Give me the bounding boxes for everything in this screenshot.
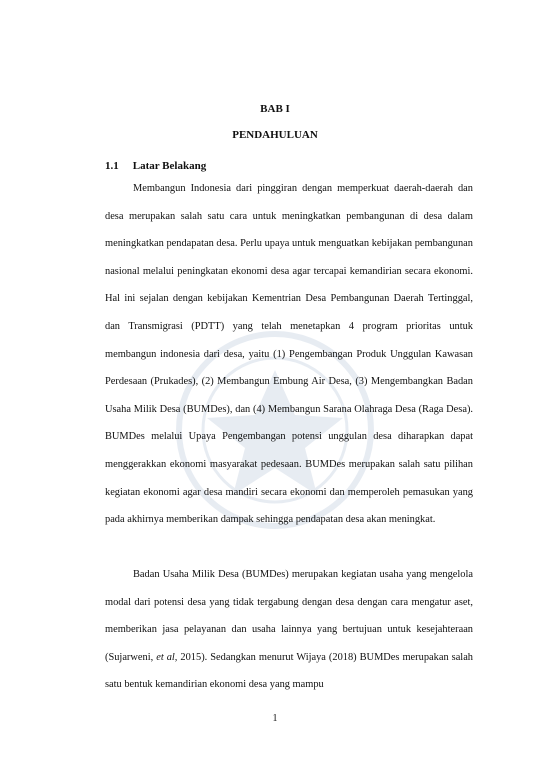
section-heading — [105, 160, 206, 172]
section-title: Latar Belakang — [132, 160, 207, 172]
chapter-number: BAB I — [260, 103, 290, 115]
paragraph-1: Membangun Indonesia dari pinggiran dengan memperkuat daerah-daerah dan desa merupakan salah satu cara untuk meningkatkan pembangunan di desa dalam meningkatkan pendapatan desa. Perlu upaya untuk menguatkan kebijakan pembangunan nasional melalui peningkatan ekonomi desa agar tercapai kemandirian secara ekonomi. Hal ini sejalan dengan kebijakan Kementrian Desa Pembangunan Daerah Tertinggal, dan Transmigrasi (PDTT) yang telah menetapkan 4 program prioritas untuk membangun indonesia dari desa, yaitu (1) Pengembangan Produk Unggulan Kawasan Perdesaan (Prukades), (2) Membangun Embung Air Desa, (3) Mengembangkan Badan Usaha Milik Desa (BUMDes), dan (4) Membangun Sarana Olahraga Desa (Raga Desa). BUMDes melalui Upaya Pengembangan potensi unggulan desa diharapkan dapat menggerakkan ekonomi masyarakat pedesaan. BUMDes merupakan salah satu pilihan kegiatan ekonomi agar desa mandiri secara ekonomi dan memperoleh pemasukan yang pada akhirnya memberikan dampak sehingga pendapatan desa akan meningkat. — [105, 183, 473, 526]
paragraph-2 — [105, 561, 473, 699]
paragraph-2-text-end: 2015). Sedangkan menurut Wijaya (2018) BUMDes merupakan salah satu bentuk kemandirian ekonomi desa yang mampu — [105, 651, 473, 691]
paragraph-2-text-start: Badan Usaha Milik Desa (BUMDes) merupakan kegiatan usaha yang mengelola modal dari potensi desa yang tidak tergabung dengan desa dengan cara mengatur aset, memberikan jasa pelayanan dan usaha lainnya yang bertujuan untuk kesejahteraan (Sujarweni, — [105, 569, 473, 663]
chapter-title: PENDAHULUAN — [232, 129, 318, 141]
section-number: 1.1 — [105, 160, 119, 172]
page-number: 1 — [272, 713, 278, 724]
paragraph-2-italic-citation: et al, — [156, 651, 178, 663]
